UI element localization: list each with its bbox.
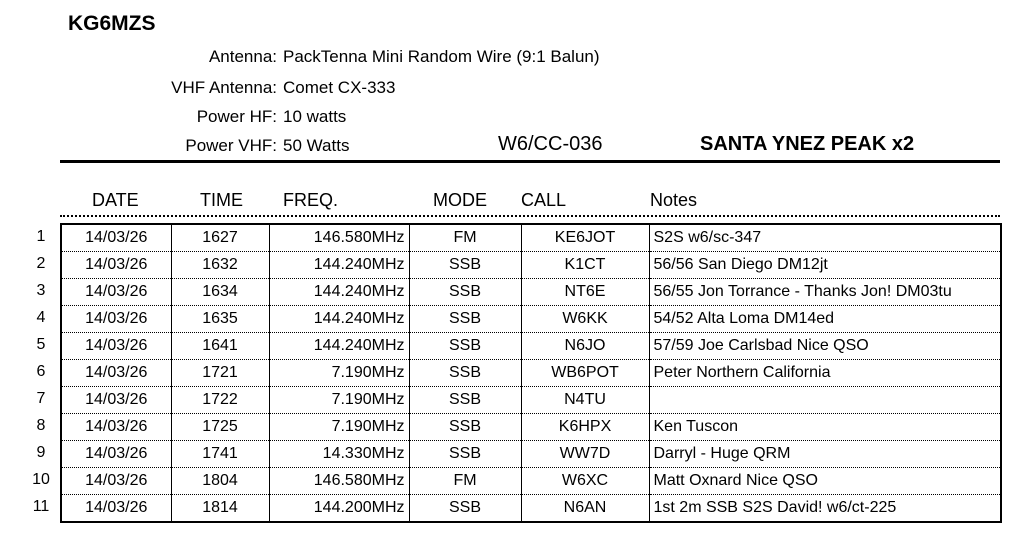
power-vhf-info bbox=[0, 136, 349, 156]
notes-cell: Ken Tuscon bbox=[649, 414, 1001, 441]
notes-cell: 56/55 Jon Torrance - Thanks Jon! DM03tu bbox=[649, 279, 1001, 306]
call-cell: W6XC bbox=[521, 468, 649, 495]
notes-cell: 1st 2m SSB S2S David! w6/ct-225 bbox=[649, 495, 1001, 523]
notes-cell: 56/56 San Diego DM12jt bbox=[649, 252, 1001, 279]
power-vhf-value: 50 Watts bbox=[283, 136, 350, 155]
row-number: 1 bbox=[36, 228, 46, 245]
call-cell: W6KK bbox=[521, 306, 649, 333]
row-number: 9 bbox=[36, 444, 46, 461]
vhf-antenna-value: Comet CX-333 bbox=[283, 78, 396, 97]
table-row bbox=[61, 441, 1001, 468]
time-cell: 1641 bbox=[171, 333, 269, 360]
row-number: 6 bbox=[36, 363, 46, 380]
time-cell: 1722 bbox=[171, 387, 269, 414]
call-cell: WB6POT bbox=[521, 360, 649, 387]
power-vhf-label: Power VHF: bbox=[185, 136, 277, 155]
date-cell: 14/03/26 bbox=[61, 495, 171, 523]
call-cell: NT6E bbox=[521, 279, 649, 306]
call-cell: KE6JOT bbox=[521, 224, 649, 252]
date-cell: 14/03/26 bbox=[61, 414, 171, 441]
mode-cell: SSB bbox=[409, 306, 521, 333]
frequency-cell: 144.200MHz bbox=[269, 495, 409, 523]
table-row bbox=[61, 495, 1001, 523]
date-cell: 14/03/26 bbox=[61, 306, 171, 333]
notes-cell: Matt Oxnard Nice QSO bbox=[649, 468, 1001, 495]
mode-cell: SSB bbox=[409, 495, 521, 523]
row-number: 2 bbox=[36, 255, 46, 272]
mode-cell: FM bbox=[409, 468, 521, 495]
row-number: 10 bbox=[32, 471, 50, 488]
time-cell: 1814 bbox=[171, 495, 269, 523]
vhf-antenna-label: VHF Antenna: bbox=[171, 78, 277, 97]
column-header-mode: MODE bbox=[433, 190, 487, 210]
row-number: 3 bbox=[36, 282, 46, 299]
table-row bbox=[61, 279, 1001, 306]
call-cell: N6JO bbox=[521, 333, 649, 360]
time-cell: 1627 bbox=[171, 224, 269, 252]
table-row bbox=[61, 224, 1001, 252]
time-cell: 1635 bbox=[171, 306, 269, 333]
antenna-value: PackTenna Mini Random Wire (9:1 Balun) bbox=[283, 47, 600, 66]
frequency-cell: 144.240MHz bbox=[269, 279, 409, 306]
antenna-label: Antenna: bbox=[208, 47, 277, 66]
notes-cell bbox=[649, 387, 1001, 414]
time-cell: 1804 bbox=[171, 468, 269, 495]
row-number: 5 bbox=[36, 336, 46, 353]
mode-cell: SSB bbox=[409, 414, 521, 441]
column-header-divider bbox=[60, 215, 1000, 217]
table-row bbox=[61, 414, 1001, 441]
summit-reference: W6/CC-036 bbox=[498, 133, 603, 155]
date-cell: 14/03/26 bbox=[61, 333, 171, 360]
mode-cell: SSB bbox=[409, 360, 521, 387]
time-cell: 1634 bbox=[171, 279, 269, 306]
date-cell: 14/03/26 bbox=[61, 279, 171, 306]
notes-cell: Darryl - Huge QRM bbox=[649, 441, 1001, 468]
frequency-cell: 144.240MHz bbox=[269, 333, 409, 360]
frequency-cell: 144.240MHz bbox=[269, 306, 409, 333]
notes-cell: Peter Northern California bbox=[649, 360, 1001, 387]
column-header-freq: FREQ. bbox=[283, 190, 339, 210]
power-hf-label: Power HF: bbox=[196, 107, 277, 126]
frequency-cell: 7.190MHz bbox=[269, 414, 409, 441]
notes-cell: S2S w6/sc-347 bbox=[649, 224, 1001, 252]
date-cell: 14/03/26 bbox=[61, 441, 171, 468]
time-cell: 1741 bbox=[171, 441, 269, 468]
column-header-time: TIME bbox=[200, 190, 243, 210]
table-row bbox=[61, 306, 1001, 333]
frequency-cell: 7.190MHz bbox=[269, 387, 409, 414]
time-cell: 1721 bbox=[171, 360, 269, 387]
call-cell: WW7D bbox=[521, 441, 649, 468]
date-cell: 14/03/26 bbox=[61, 468, 171, 495]
mode-cell: SSB bbox=[409, 387, 521, 414]
date-cell: 14/03/26 bbox=[61, 252, 171, 279]
power-hf-info bbox=[0, 107, 346, 127]
power-hf-value: 10 watts bbox=[283, 107, 347, 126]
table-row bbox=[61, 387, 1001, 414]
frequency-cell: 144.240MHz bbox=[269, 252, 409, 279]
row-number: 7 bbox=[36, 390, 46, 407]
frequency-cell: 146.580MHz bbox=[269, 224, 409, 252]
mode-cell: SSB bbox=[409, 333, 521, 360]
date-cell: 14/03/26 bbox=[61, 224, 171, 252]
time-cell: 1725 bbox=[171, 414, 269, 441]
call-cell: K1CT bbox=[521, 252, 649, 279]
notes-cell: 54/52 Alta Loma DM14ed bbox=[649, 306, 1001, 333]
table-row bbox=[61, 252, 1001, 279]
table-row bbox=[61, 333, 1001, 360]
call-cell: N6AN bbox=[521, 495, 649, 523]
table-row bbox=[61, 468, 1001, 495]
row-numbers bbox=[26, 223, 56, 520]
row-number: 8 bbox=[36, 417, 46, 434]
mode-cell: FM bbox=[409, 224, 521, 252]
date-cell: 14/03/26 bbox=[61, 387, 171, 414]
frequency-cell: 14.330MHz bbox=[269, 441, 409, 468]
mode-cell: SSB bbox=[409, 441, 521, 468]
call-cell: K6HPX bbox=[521, 414, 649, 441]
vhf-antenna-info bbox=[0, 78, 395, 98]
header-divider bbox=[60, 160, 1000, 163]
call-cell: N4TU bbox=[521, 387, 649, 414]
mode-cell: SSB bbox=[409, 252, 521, 279]
column-headers bbox=[0, 190, 1024, 214]
mode-cell: SSB bbox=[409, 279, 521, 306]
time-cell: 1632 bbox=[171, 252, 269, 279]
summit-name: SANTA YNEZ PEAK x2 bbox=[700, 133, 915, 155]
row-number: 11 bbox=[32, 498, 50, 515]
table-row bbox=[61, 360, 1001, 387]
date-cell: 14/03/26 bbox=[61, 360, 171, 387]
antenna-info bbox=[0, 47, 600, 67]
callsign-title: KG6MZS bbox=[68, 12, 156, 35]
column-header-call: CALL bbox=[521, 190, 567, 210]
notes-cell: 57/59 Joe Carlsbad Nice QSO bbox=[649, 333, 1001, 360]
column-header-notes: Notes bbox=[650, 190, 698, 210]
frequency-cell: 146.580MHz bbox=[269, 468, 409, 495]
row-number: 4 bbox=[36, 309, 46, 326]
column-header-date: DATE bbox=[92, 190, 139, 210]
qso-log-table bbox=[60, 223, 1002, 523]
frequency-cell: 7.190MHz bbox=[269, 360, 409, 387]
